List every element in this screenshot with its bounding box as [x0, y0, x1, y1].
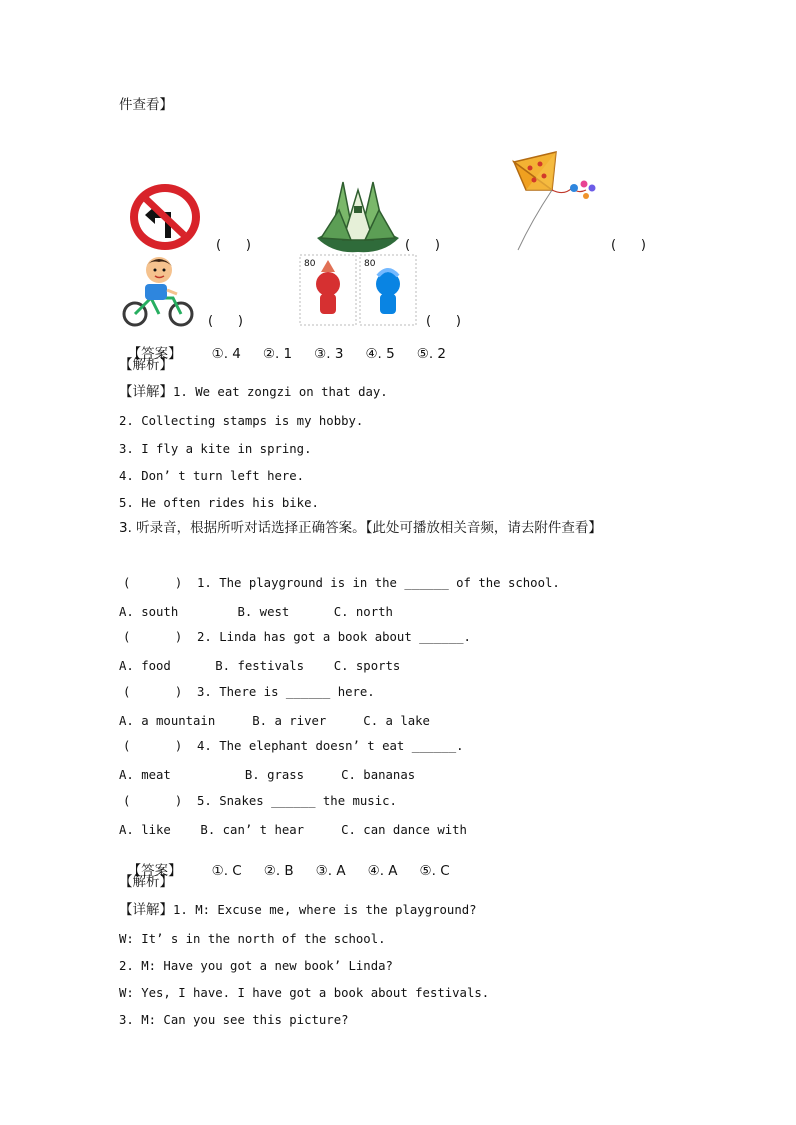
- question-stem: ( ) 1. The playground is in the ______ of the school.: [123, 576, 560, 590]
- answer-item: ⑤. C: [419, 863, 450, 879]
- detail-line: 2. M: Have you got a new book’ Linda?: [119, 959, 393, 973]
- answer-item: ③. 3: [314, 346, 344, 362]
- question-options: A. south B. west C. north: [119, 605, 393, 619]
- question-stem: ( ) 2. Linda has got a book about ______.: [123, 630, 471, 644]
- answer-blank-3: ( ): [611, 238, 646, 253]
- question-stem: ( ) 3. There is ______ here.: [123, 685, 375, 699]
- answer-item: ②. 1: [262, 346, 293, 362]
- detail-line: 3. I fly a kite in spring.: [119, 442, 312, 456]
- answer-blank-4: ( ): [208, 314, 243, 329]
- mascot-stamps-icon: [299, 254, 417, 326]
- question-options: A. a mountain B. a river C. a lake: [119, 714, 430, 728]
- section-title: 3. 听录音，根据所听对话选择正确答案。【此处可播放相关音频，请去附件查看】: [119, 520, 602, 536]
- answer-label: 【答案】: [127, 346, 182, 362]
- detail-line: [119, 384, 388, 400]
- stamp-value-2: 80: [364, 259, 376, 269]
- question-options: A. food B. festivals C. sports: [119, 659, 401, 673]
- question-options: A. meat B. grass C. bananas: [119, 768, 416, 782]
- detail-line: 4. Don’ t turn left here.: [119, 469, 305, 483]
- top-text: 件查看】: [119, 97, 173, 113]
- question-stem: ( ) 4. The elephant doesn’ t eat ______.: [123, 739, 464, 753]
- answer-blank-5: ( ): [426, 314, 461, 329]
- detail-line: 5. He often rides his bike.: [119, 496, 319, 510]
- boy-riding-bike-icon: [121, 252, 197, 328]
- answer-item: ②. B: [263, 863, 294, 879]
- zongzi-icon: [313, 176, 403, 254]
- answer-item: ④. 5: [365, 346, 395, 362]
- detail-line: [119, 902, 477, 918]
- answer-label: 【答案】: [127, 863, 182, 879]
- detail-line: W: It’ s in the north of the school.: [119, 932, 386, 946]
- analysis-label: 【解析】: [119, 874, 173, 890]
- answer-item: ①. 4: [211, 346, 241, 362]
- kite-icon: [512, 150, 604, 252]
- answer-item: ③. A: [315, 863, 346, 879]
- detail-text: 1. We eat zongzi on that day.: [173, 385, 388, 399]
- stamp-value-1: 80: [304, 259, 316, 269]
- answer-item: ⑤. 2: [416, 346, 446, 362]
- question-stem: ( ) 5. Snakes ______ the music.: [123, 794, 397, 808]
- answer-item: ①. C: [211, 863, 242, 879]
- no-left-turn-sign-icon: [127, 182, 203, 252]
- detail-label: 【详解】: [119, 384, 173, 400]
- detail-label: 【详解】: [119, 902, 173, 918]
- question-options: A. like B. can’ t hear C. can dance with: [119, 823, 467, 837]
- detail-text: 1. M: Excuse me, where is the playground?: [173, 903, 477, 917]
- detail-line: 3. M: Can you see this picture?: [119, 1013, 349, 1027]
- detail-line: W: Yes, I have. I have got a book about festivals.: [119, 986, 490, 1000]
- answer-blank-2: ( ): [405, 238, 440, 253]
- detail-line: 2. Collecting stamps is my hobby.: [119, 414, 364, 428]
- analysis-label: 【解析】: [119, 357, 173, 373]
- answer-item: ④. A: [367, 863, 398, 879]
- answer-blank-1: ( ): [216, 238, 251, 253]
